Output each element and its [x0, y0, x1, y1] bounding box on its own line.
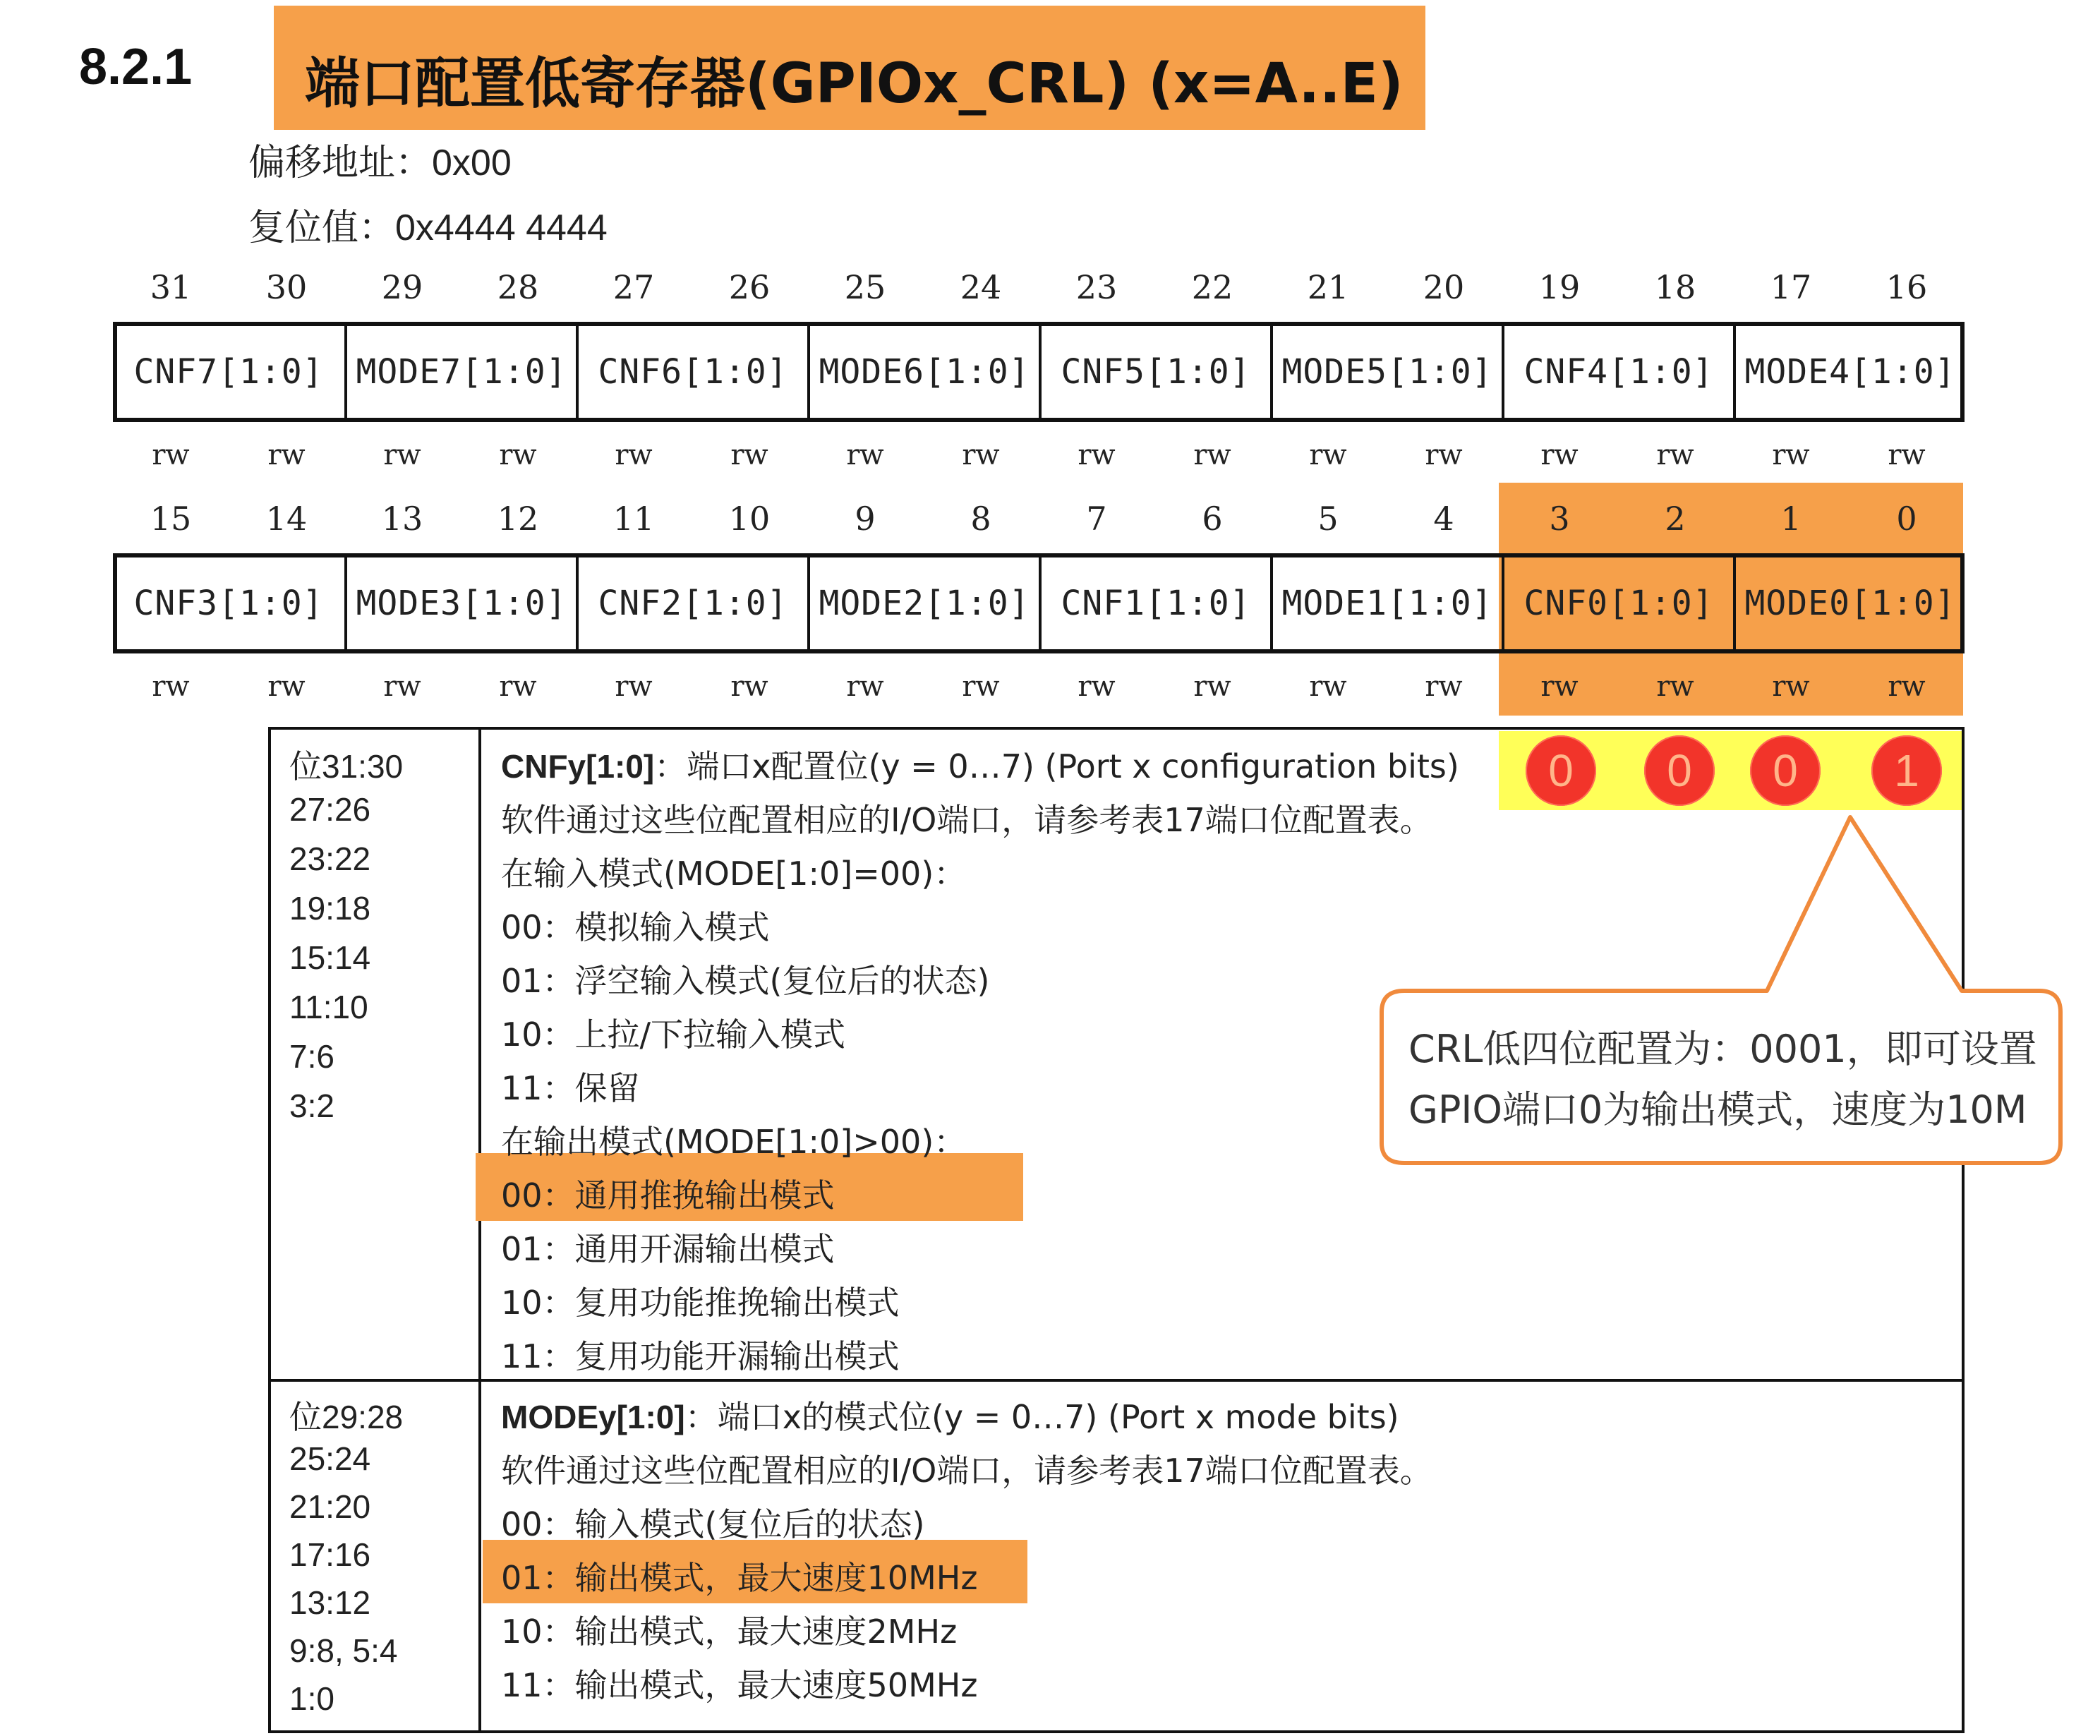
low-access-11: rw — [1425, 670, 1463, 703]
cnf-lines-item-2: 00：模拟输入模式 — [501, 908, 770, 946]
cnf-lines-item-7: 00：通用推挽输出模式 — [501, 1176, 835, 1214]
value-dot-0: 0 — [1526, 735, 1596, 806]
low-access-7: rw — [962, 670, 1000, 703]
low-bit-0: 15 — [150, 500, 192, 538]
high-access-9: rw — [1193, 439, 1231, 471]
high-access-1: rw — [267, 439, 306, 471]
register-field-7: MODE4[1:0] — [1733, 322, 1965, 422]
register-field-5: MODE5[1:0] — [1270, 322, 1502, 422]
low-access-6: rw — [846, 670, 884, 703]
table-divider — [478, 727, 481, 1733]
cnf-bits-item-7: 3:2 — [289, 1087, 334, 1124]
callout-line-1: CRL低四位配置为：0001，即可设置 — [1408, 1027, 2037, 1071]
low-bit-15: 0 — [1896, 500, 1917, 538]
mode-lines-item-1: 00：输入模式(复位后的状态) — [501, 1505, 925, 1543]
cnf-bits-item-1: 27:26 — [289, 791, 371, 828]
register-row-high — [113, 322, 1965, 422]
cnf-lines-item-4: 10：上拉/下拉输入模式 — [501, 1015, 846, 1054]
high-access-6: rw — [846, 439, 884, 471]
low-bit-9: 6 — [1202, 500, 1223, 538]
low-bit-3: 12 — [497, 500, 539, 538]
value-dot-3: 1 — [1871, 735, 1942, 806]
mode-bits-item-4: 13:12 — [289, 1584, 371, 1621]
register-field-0: CNF3[1:0] — [133, 584, 324, 623]
cnf-bits-item-3: 19:18 — [289, 890, 371, 927]
register-field-6: CNF4[1:0] — [1502, 322, 1733, 422]
low-bit-13: 2 — [1665, 500, 1686, 538]
high-access-8: rw — [1078, 439, 1116, 471]
register-field-1: MODE7[1:0] — [344, 322, 576, 422]
page-title: 端口配置低寄存器(GPIOx_CRL) (x=A..E) — [305, 52, 1404, 116]
low-access-9: rw — [1193, 670, 1231, 703]
low-access-2: rw — [383, 670, 421, 703]
register-field-0: CNF7[1:0] — [133, 352, 324, 392]
low-access-5: rw — [730, 670, 768, 703]
high-bit-12: 19 — [1538, 268, 1581, 306]
high-access-2: rw — [383, 439, 421, 471]
cnf-heading — [501, 741, 1459, 788]
value-dot-2: 0 — [1750, 735, 1821, 806]
low-bit-5: 10 — [728, 500, 771, 538]
reset-label: 复位值： — [248, 207, 396, 249]
high-access-15: rw — [1888, 439, 1926, 471]
cnf-lines-item-6: 在输出模式(MODE[1:0]>00)： — [501, 1123, 967, 1161]
mode-lines-item-2: 01：输出模式，最大速度10MHz — [501, 1559, 978, 1597]
mode-bits-item-2: 21:20 — [289, 1488, 371, 1525]
high-access-10: rw — [1309, 439, 1347, 471]
mode-bits-item-1: 25:24 — [289, 1440, 371, 1477]
low-access-14: rw — [1772, 670, 1810, 703]
high-bit-1: 30 — [265, 268, 308, 306]
register-field-6: CNF0[1:0] — [1502, 553, 1733, 653]
cnf-lines-item-0: 软件通过这些位配置相应的I/O端口，请参考表17端口位配置表。 — [501, 801, 1432, 839]
high-access-3: rw — [499, 439, 537, 471]
low-bit-2: 13 — [381, 500, 423, 538]
mode-field-name: MODEy[1:0] — [501, 1399, 685, 1435]
mode-bits-item-5: 9:8, 5:4 — [289, 1632, 398, 1669]
offset-value: 0x00 — [432, 143, 512, 183]
high-bit-2: 29 — [381, 268, 423, 306]
low-bit-12: 3 — [1549, 500, 1570, 538]
high-access-7: rw — [962, 439, 1000, 471]
register-field-7: MODE0[1:0] — [1733, 553, 1965, 653]
low-bit-4: 11 — [612, 500, 655, 538]
low-bit-6: 9 — [855, 500, 876, 538]
high-bit-11: 20 — [1423, 268, 1465, 306]
low-bit-14: 1 — [1780, 500, 1802, 538]
cnf-lines-item-8: 01：通用开漏输出模式 — [501, 1230, 835, 1268]
low-bit-11: 4 — [1433, 500, 1454, 538]
high-access-5: rw — [730, 439, 768, 471]
high-access-0: rw — [152, 439, 190, 471]
low-access-8: rw — [1078, 670, 1116, 703]
mode-field-desc: ：端口x的模式位(y = 0…7) (Port x mode bits) — [684, 1398, 1399, 1436]
high-access-14: rw — [1772, 439, 1810, 471]
register-row-low — [113, 553, 1965, 653]
high-bit-7: 24 — [960, 268, 1002, 306]
cnf-lines-item-9: 10：复用功能推挽输出模式 — [501, 1284, 900, 1322]
low-access-12: rw — [1540, 670, 1579, 703]
mode-lines-item-3: 10：输出模式，最大速度2MHz — [501, 1613, 958, 1651]
high-bit-15: 16 — [1885, 268, 1928, 306]
cnf-bits-item-2: 23:22 — [289, 840, 371, 877]
high-bit-10: 21 — [1307, 268, 1349, 306]
high-access-11: rw — [1425, 439, 1463, 471]
cnf-lines-item-10: 11：复用功能开漏输出模式 — [501, 1337, 900, 1375]
high-bit-9: 22 — [1191, 268, 1233, 306]
high-bit-8: 23 — [1075, 268, 1118, 306]
cnf-field-desc: ：端口x配置位(y = 0…7) (Port x configuration bits) — [654, 747, 1459, 785]
high-bit-5: 26 — [728, 268, 771, 306]
high-access-4: rw — [615, 439, 653, 471]
cnf-lines-item-1: 在输入模式(MODE[1:0]=00)： — [501, 855, 967, 893]
cnf-lines-item-5: 11：保留 — [501, 1069, 640, 1107]
section-number: 8.2.1 — [79, 39, 193, 95]
low-access-3: rw — [499, 670, 537, 703]
high-access-12: rw — [1540, 439, 1579, 471]
low-access-1: rw — [267, 670, 306, 703]
cnf-bits-item-6: 7:6 — [289, 1038, 334, 1075]
low-bit-10: 5 — [1317, 500, 1339, 538]
high-bit-6: 25 — [844, 268, 886, 306]
cnf-bits-item-5: 11:10 — [289, 989, 368, 1025]
value-dot-1: 0 — [1644, 735, 1715, 806]
low-access-15: rw — [1888, 670, 1926, 703]
low-access-13: rw — [1656, 670, 1694, 703]
mode-bits-item-3: 17:16 — [289, 1536, 371, 1573]
cnf-field-name: CNFy[1:0] — [501, 748, 655, 785]
register-field-4: CNF5[1:0] — [1039, 322, 1270, 422]
low-access-10: rw — [1309, 670, 1347, 703]
low-access-4: rw — [615, 670, 653, 703]
mode-bits-item-6: 1:0 — [289, 1680, 334, 1717]
cnf-bits-item-0: 位31:30 — [289, 748, 404, 785]
low-access-0: rw — [152, 670, 190, 703]
mode-lines-item-0: 软件通过这些位配置相应的I/O端口，请参考表17端口位配置表。 — [501, 1452, 1432, 1490]
offset-label: 偏移地址： — [248, 142, 433, 184]
low-bit-1: 14 — [265, 500, 308, 538]
register-field-4: CNF1[1:0] — [1039, 553, 1270, 653]
high-access-13: rw — [1656, 439, 1694, 471]
register-field-5: MODE1[1:0] — [1270, 553, 1502, 653]
mode-bits-item-0: 位29:28 — [289, 1399, 404, 1435]
high-bit-13: 18 — [1654, 268, 1696, 306]
high-bit-0: 31 — [150, 268, 192, 306]
register-field-2: CNF2[1:0] — [576, 553, 807, 653]
cnf-bits-item-4: 15:14 — [289, 939, 371, 976]
mode-heading — [501, 1392, 1399, 1438]
high-bit-4: 27 — [612, 268, 655, 306]
mode-lines-item-4: 11：输出模式，最大速度50MHz — [501, 1666, 978, 1704]
low-bit-8: 7 — [1086, 500, 1107, 538]
reset-value: 0x4444 4444 — [395, 207, 608, 248]
register-field-2: CNF6[1:0] — [576, 322, 807, 422]
reset-line — [248, 198, 608, 251]
register-field-1: MODE3[1:0] — [344, 553, 576, 653]
register-field-3: MODE2[1:0] — [807, 553, 1039, 653]
register-field-3: MODE6[1:0] — [807, 322, 1039, 422]
offset-line — [248, 133, 512, 186]
high-bit-3: 28 — [497, 268, 539, 306]
callout-line-2: GPIO端口0为输出模式，速度为10M — [1408, 1087, 2027, 1132]
cnf-lines-item-3: 01：浮空输入模式(复位后的状态) — [501, 962, 990, 1000]
high-bit-14: 17 — [1770, 268, 1812, 306]
low-bit-7: 8 — [970, 500, 991, 538]
